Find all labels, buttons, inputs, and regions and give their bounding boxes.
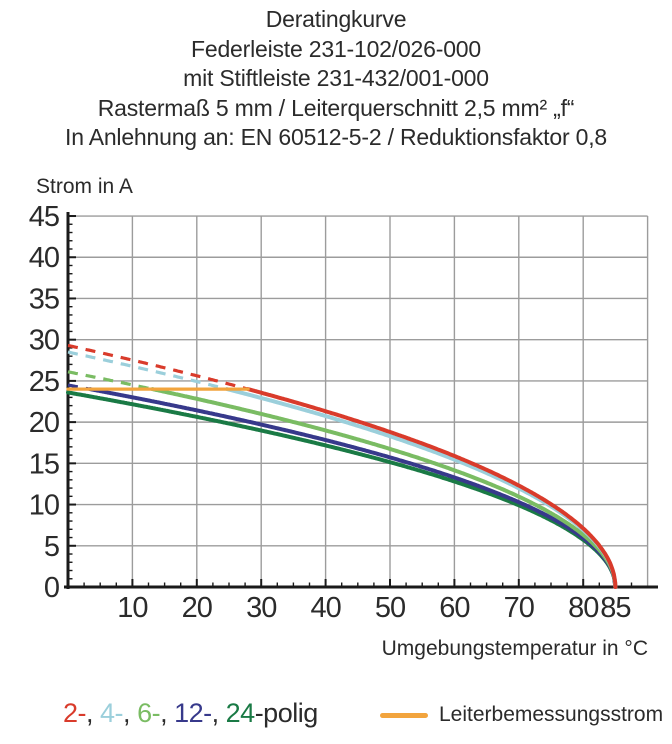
x-tick-label: 40	[310, 592, 341, 624]
legend-poles	[63, 698, 318, 729]
legend-poles-suffix: -polig	[254, 698, 318, 728]
y-tick-label: 35	[28, 283, 59, 316]
legend-pole-2: 2-	[63, 698, 87, 728]
chart-title-line-4: Rastermaß 5 mm / Leiterquerschnitt 2,5 mm² „f“	[97, 94, 575, 121]
chart-title-line-5: In Anlehnung an: EN 60512-5-2 / Reduktionsfaktor 0,8	[65, 124, 607, 150]
chart-title-line-2: Federleiste 231-102/026-000	[191, 35, 481, 62]
y-tick-label: 45	[28, 201, 59, 234]
x-tick-label: 60	[439, 592, 470, 624]
rated-current-swatch	[380, 713, 428, 718]
x-tick-label: 80	[568, 592, 599, 624]
x-tick-label: 50	[374, 592, 406, 624]
y-tick-label: 20	[28, 407, 59, 440]
y-tick-label: 15	[28, 448, 59, 481]
y-tick-label: 25	[28, 365, 59, 398]
curve-solid-2-polig	[248, 389, 615, 587]
curve-solid-6-polig	[153, 389, 616, 587]
curve-dashed-4-polig	[68, 352, 227, 389]
y-axis-title: Strom in A	[36, 175, 133, 198]
x-axis-title: Umgebungstemperatur in °C	[381, 637, 648, 660]
legend-separator: ,	[123, 698, 138, 728]
legend-separator: ,	[86, 698, 101, 728]
y-tick-label: 30	[28, 324, 59, 357]
legend-separator: ,	[211, 698, 226, 728]
legend-pole-24: 24	[225, 698, 255, 728]
legend-pole-4: 4-	[100, 698, 124, 728]
x-tick-label: 20	[181, 592, 212, 624]
x-tick-label: 85	[600, 592, 631, 624]
y-tick-label: 5	[43, 530, 59, 563]
rated-current-label: Leiterbemessungsstrom	[439, 703, 664, 726]
curve-dashed-2-polig	[68, 346, 248, 390]
y-tick-label: 10	[28, 489, 59, 522]
legend-pole-6: 6-	[137, 698, 161, 728]
y-tick-label: 0	[43, 572, 59, 604]
chart-title-line-1: Deratingkurve	[265, 6, 407, 32]
chart-title-line-3: mit Stiftleiste 231-432/001-000	[183, 65, 489, 91]
x-tick-label: 30	[246, 592, 277, 624]
x-tick-label: 70	[503, 592, 534, 624]
x-tick-label: 10	[117, 592, 148, 624]
legend-rated-current	[380, 700, 663, 730]
y-tick-label: 40	[28, 242, 59, 275]
legend-separator: ,	[160, 698, 175, 728]
legend-pole-12: 12-	[174, 698, 212, 728]
